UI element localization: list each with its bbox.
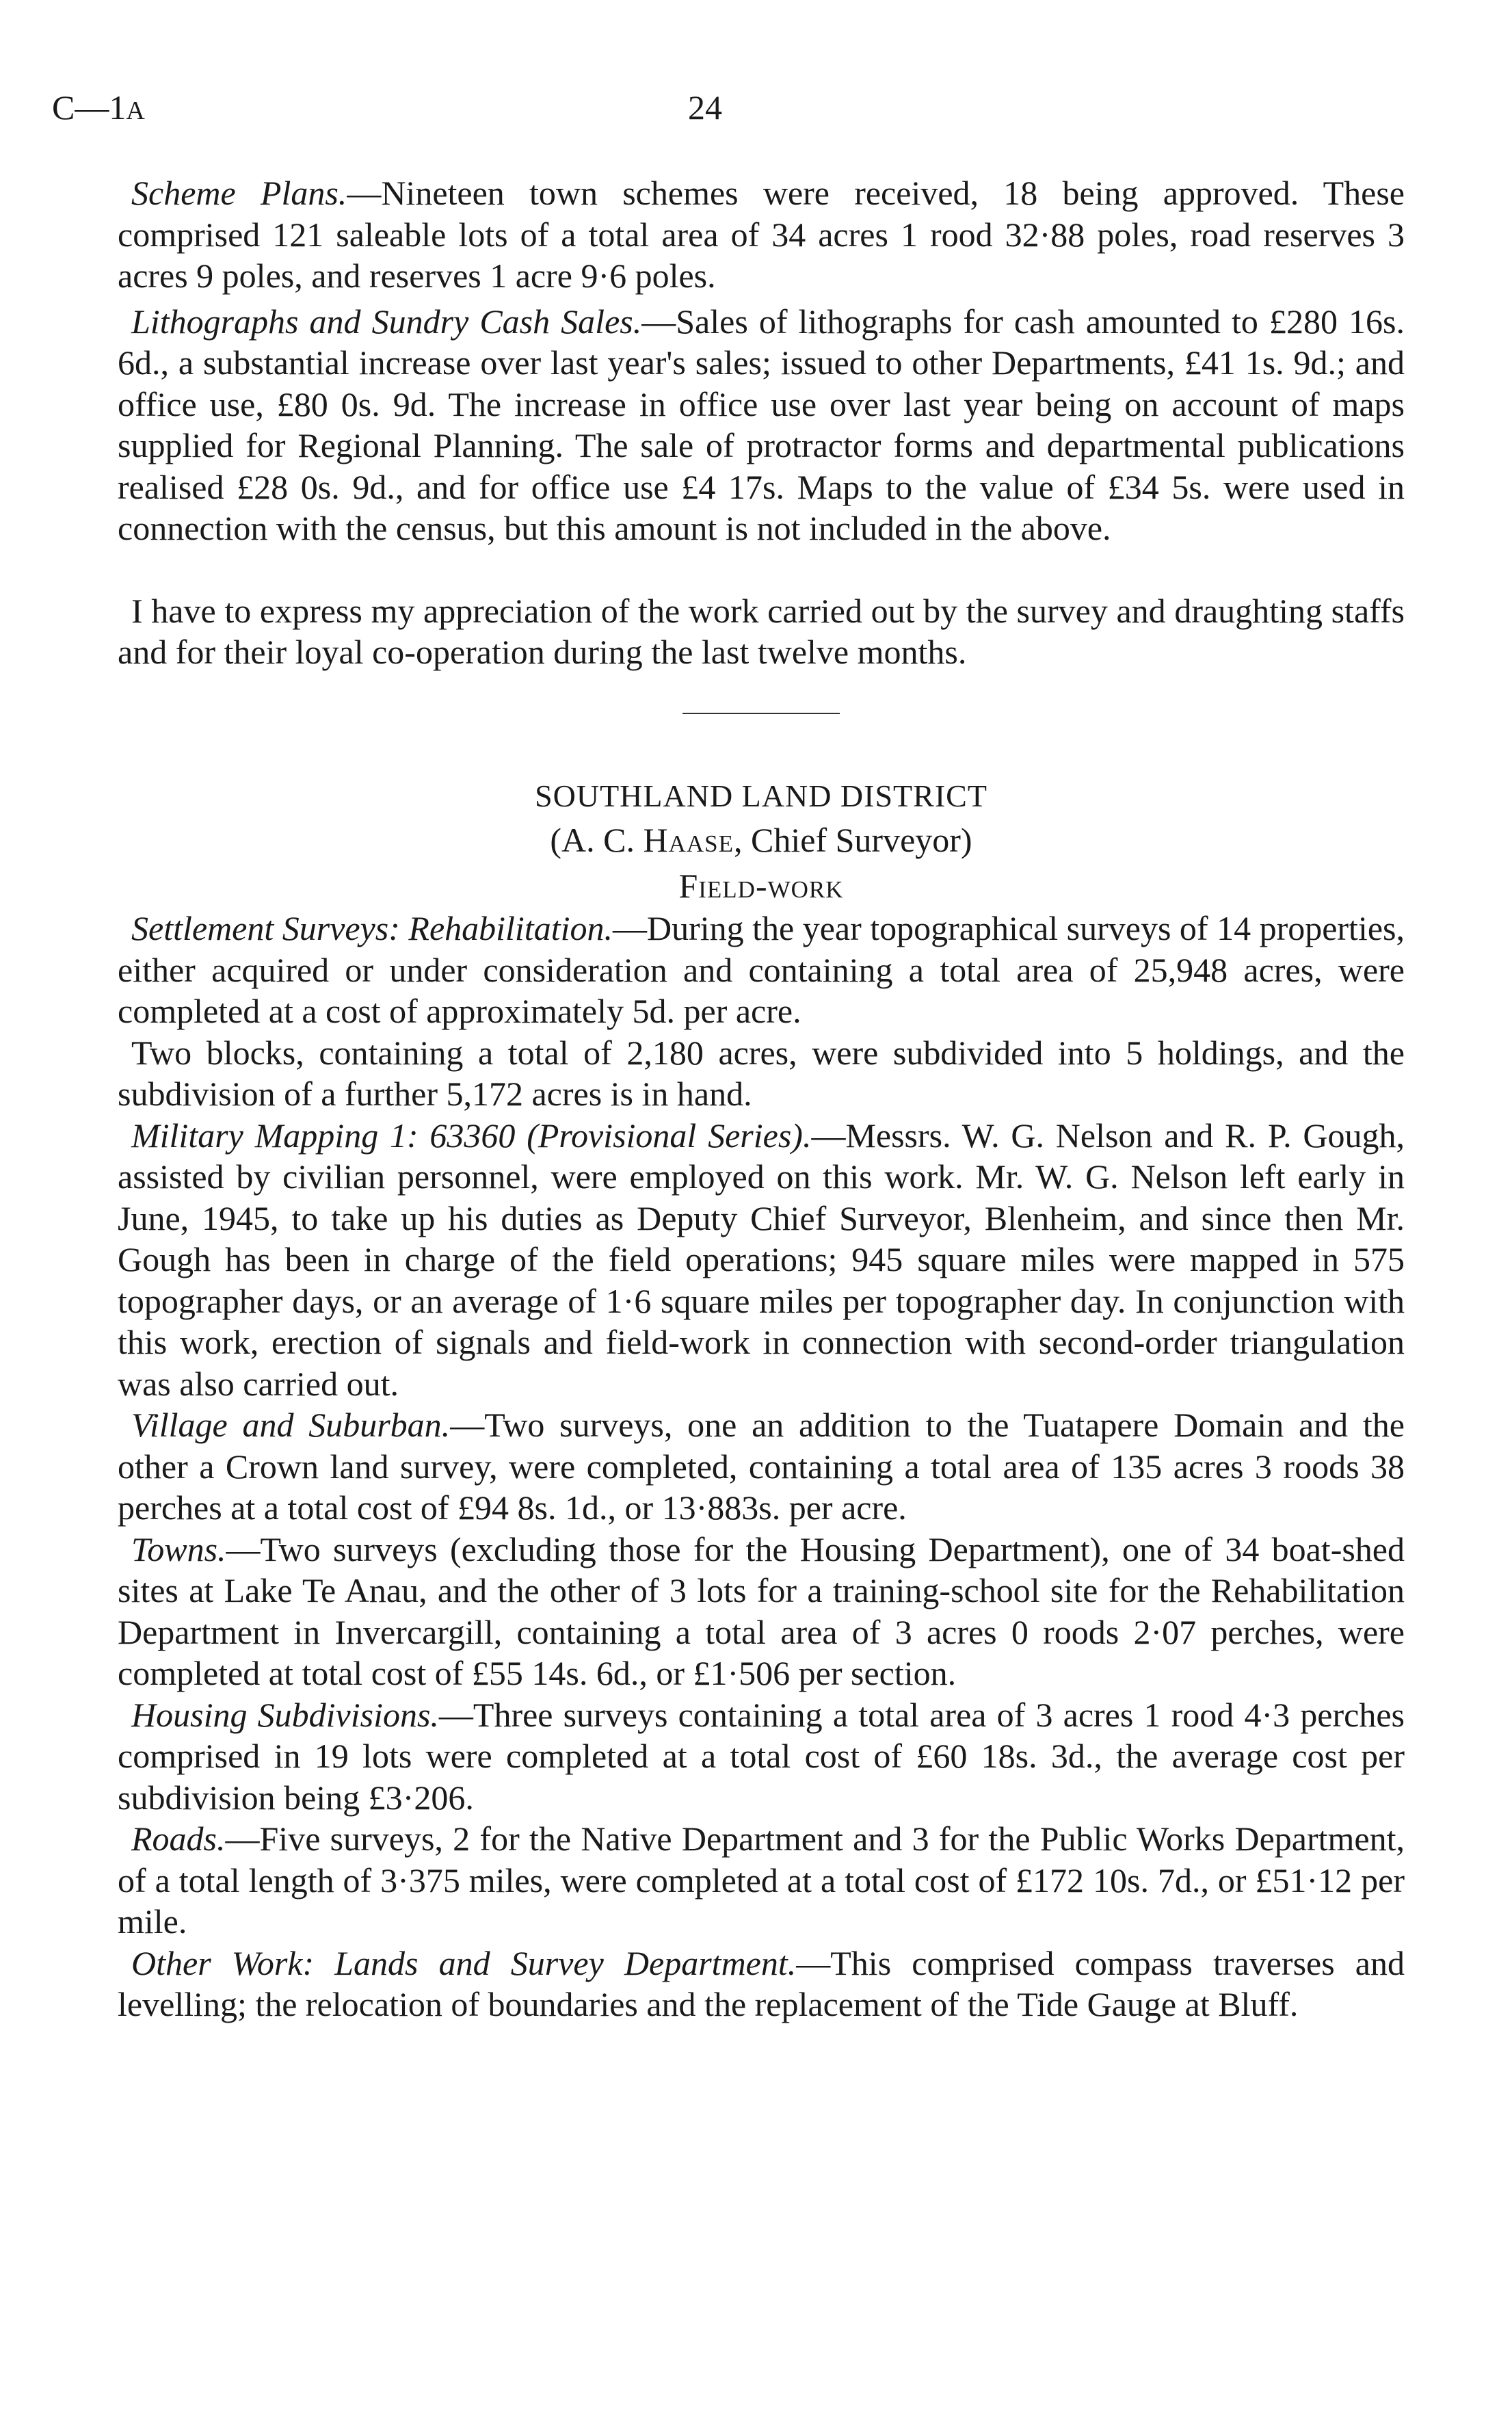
paragraph-scheme-plans xyxy=(118,172,1405,297)
chief-surveyor-line xyxy=(118,819,1405,861)
text-other-work: —This comprised compass traverses and levelling; the relocation of boundaries and the replacement of the Tide Gauge at Bluff. xyxy=(118,1943,1405,2023)
text-settlement: —During the year topographical surveys of 14 properties, either acquired or under consideration and containing a total area of 25,948 acres, were completed at a cost of approximately 5d. per acre. xyxy=(118,909,1405,1030)
heading-military: Military Mapping 1: 63360 (Provisional Series). xyxy=(131,1116,812,1155)
heading-towns: Towns. xyxy=(131,1529,226,1568)
text-roads: —Five surveys, 2 for the Native Department and 3 for the Public Works Department, of a total length of 3·375 miles, were completed at a total cost of £172 10s. 7d., or £51·12 per mile. xyxy=(118,1819,1405,1941)
text-lithographs: —Sales of lithographs for cash amounted to £280 16s. 6d., a substantial increase over last year's sales; issued to other Departments, £41 1s. 9d.; and office use, £80 0s. 9d. The increase in office use over last year being on account of maps supplied for Regional Planning. The sale of protractor forms and departmental publications realised £28 0s. 9d., and for office use £4 17s. Maps to the value of £34 5s. were used in connection with the census, but this amount is not included in the above. xyxy=(118,302,1405,547)
heading-roads: Roads. xyxy=(131,1819,226,1858)
report-code-main: C—1 xyxy=(52,88,127,127)
heading-village: Village and Suburban. xyxy=(131,1406,451,1444)
paragraph-military xyxy=(118,1115,1405,1405)
field-work-title: Field-work xyxy=(678,866,844,905)
body-text xyxy=(118,172,1405,2025)
paragraph-roads xyxy=(118,1818,1405,1943)
heading-lithographs: Lithographs and Sundry Cash Sales. xyxy=(131,302,642,341)
report-code xyxy=(52,88,146,127)
text-military: —Messrs. W. G. Nelson and R. P. Gough, assisted by civilian personnel, were employed on this work. Mr. W. G. Nelson left early in June, 1945, to take up his duties as Deputy Chief Surveyor, Blenheim, and since then Mr. Gough has been in charge of the field operations; 945 square miles were mapped in 575 topographer days, or an average of 1·6 square miles per topographer day. In conjunction with this work, erection of signals and field-work in connection with second-order triangulation was also carried out. xyxy=(118,1116,1405,1403)
heading-settlement: Settlement Surveys: Rehabilitation. xyxy=(131,909,613,947)
heading-scheme-plans: Scheme Plans. xyxy=(131,174,347,212)
heading-other-work: Other Work: Lands and Survey Department. xyxy=(131,1943,797,1982)
paragraph-towns xyxy=(118,1529,1405,1694)
chief-open: (A. C. xyxy=(550,821,644,859)
paragraph-lithographs xyxy=(118,301,1405,549)
text-housing: —Three surveys containing a total area of 3 acres 1 rood 4·3 perches comprised in 19 lots were completed at a total cost of £60 18s. 3d., the average cost per subdivision being £3·206. xyxy=(118,1695,1405,1817)
paragraph-village xyxy=(118,1404,1405,1529)
page-number: 24 xyxy=(688,88,722,127)
paragraph-housing xyxy=(118,1694,1405,1819)
page-header xyxy=(52,88,1420,131)
text-village: —Two surveys, one an addition to the Tuatapere Domain and the other a Crown land survey, were completed, containing a total area of 135 acres 3 roods 38 perches at a total cost of £94 8s. 1d., or 13·883s. per acre. xyxy=(118,1406,1405,1527)
report-code-suffix: A xyxy=(126,96,146,125)
text-scheme-plans: —Nineteen town schemes were received, 18 being approved. These comprised 121 saleable lots of a total area of 34 acres 1 rood 32·88 poles, road reserves 3 acres 9 poles, and reserves 1 acre 9·6 poles. xyxy=(118,174,1405,295)
paragraph-blocks: Two blocks, containing a total of 2,180 acres, were subdivided into 5 holdings, and the subdivision of a further 5,172 acres is in hand. xyxy=(118,1033,1405,1113)
chief-name: Haase xyxy=(643,821,734,859)
text-towns: —Two surveys (excluding those for the Housing Department), one of 34 boat-shed sites at Lake Te Anau, and the other of 3 lots for a training-school site for the Rehabilitation Department in Invercargill, containing a total area of 3 acres 0 roods 2·07 perches, were completed at total cost of £55 14s. 6d., or £1·506 per section. xyxy=(118,1529,1405,1692)
section-divider xyxy=(682,713,840,714)
heading-housing: Housing Subdivisions. xyxy=(131,1695,439,1734)
chief-close: , Chief Surveyor) xyxy=(734,821,972,859)
paragraph-settlement xyxy=(118,908,1405,1032)
paragraph-other-work xyxy=(118,1943,1405,2025)
paragraph-appreciation: I have to express my appreciation of the work carried out by the survey and draughting staffs and for their loyal co-operation during the last twelve months. xyxy=(118,591,1405,671)
district-title: SOUTHLAND LAND DISTRICT xyxy=(535,778,987,813)
